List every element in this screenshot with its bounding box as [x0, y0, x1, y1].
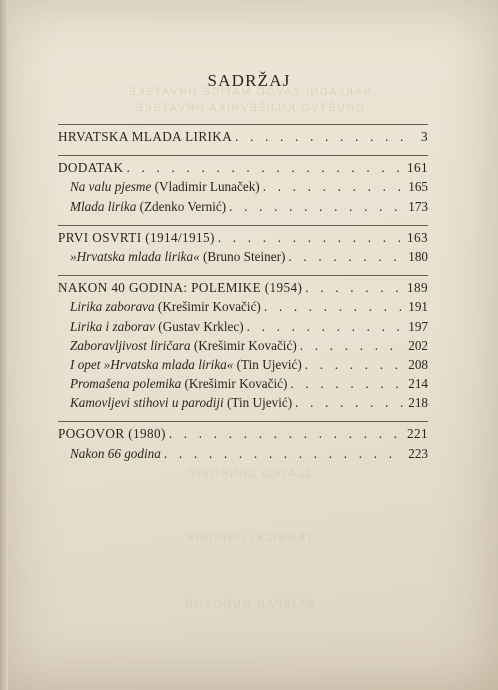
toc-main-entry	[58, 228, 428, 247]
work-title: Kamovljevi stihovi u parodiji	[70, 395, 224, 411]
work-title: »Hrvatska mlada lirika«	[70, 248, 200, 264]
page-number: 165	[408, 179, 428, 195]
page-number: 180	[408, 248, 428, 264]
show-through-text: NAKLADNI ZAVOD MATICE HRVATSKE	[126, 86, 372, 98]
work-title: I opet »Hrvatska mlada lirika«	[70, 356, 234, 372]
section-divider	[58, 124, 428, 125]
toc-section	[58, 421, 428, 462]
author-name: (Bruno Steiner)	[199, 248, 286, 264]
dot-leader	[305, 355, 403, 374]
entry-label	[70, 197, 226, 216]
dot-leader	[218, 228, 403, 247]
toc-main-entry	[58, 127, 428, 146]
toc-section	[58, 275, 428, 412]
dot-leader	[290, 374, 403, 393]
dot-leader	[247, 317, 403, 336]
entry-label	[70, 177, 260, 196]
toc-section	[58, 155, 428, 216]
work-title: Nakon 66 godina	[70, 445, 161, 461]
toc-sub-entry	[58, 197, 428, 216]
show-through-text: ZLATKO CRNKOVIĆ	[186, 468, 312, 480]
show-through-text: STJEPAN GUDOVOD	[183, 598, 315, 610]
author-name: (Krešimir Kovačić)	[181, 376, 288, 392]
toc-main-entry	[58, 278, 428, 297]
author-name: (Krešimir Kovačić)	[154, 299, 261, 315]
show-through-text: TEHNIČKI UREDNIK	[185, 532, 313, 544]
toc-sub-entry	[58, 355, 428, 374]
entry-label	[70, 393, 292, 412]
page-number: 173	[408, 198, 428, 214]
section-divider	[58, 155, 428, 156]
page-number: 218	[408, 395, 428, 411]
page-number: 191	[408, 299, 428, 315]
entry-title: POGOVOR (1980)	[58, 426, 166, 442]
dot-leader	[295, 393, 403, 412]
dot-leader	[300, 336, 403, 355]
dot-leader	[169, 424, 403, 443]
entry-label	[70, 336, 297, 355]
entry-label	[70, 374, 287, 393]
dot-leader	[126, 158, 403, 177]
toc-main-entry	[58, 424, 428, 443]
author-name: (Zdenko Vernić)	[136, 198, 227, 214]
author-name: (Vladimir Lunaček)	[151, 179, 260, 195]
page-number: 223	[408, 445, 428, 461]
page-number: 197	[408, 318, 428, 334]
author-name: (Tin Ujević)	[233, 356, 302, 372]
author-name: (Tin Ujević)	[223, 395, 293, 411]
page-number: 161	[407, 160, 428, 176]
work-title: Mlada lirika	[70, 198, 137, 214]
entry-title: HRVATSKA MLADA LIRIKA	[58, 129, 233, 144]
toc-sub-entry	[58, 336, 428, 355]
author-name: (Gustav Krklec)	[155, 318, 244, 334]
section-divider	[58, 225, 428, 226]
toc-main-entry	[58, 158, 428, 177]
dot-leader	[305, 278, 403, 297]
entry-title: DODATAK	[58, 160, 124, 176]
toc-sub-entry	[58, 297, 428, 316]
dot-leader	[229, 197, 403, 216]
entry-label	[70, 355, 302, 374]
work-title: Lirika i zaborav	[70, 318, 155, 334]
page-number: 208	[408, 356, 428, 372]
dot-leader	[288, 247, 403, 266]
toc-sub-entry	[58, 374, 428, 393]
section-divider	[58, 421, 428, 422]
dot-leader	[263, 177, 403, 196]
page-number: 163	[407, 229, 428, 245]
entry-title: NAKON 40 GODINA: POLEMIKE (1954)	[58, 280, 303, 296]
work-title: Zaboravljivost liričara	[70, 337, 191, 353]
toc-section	[58, 124, 428, 146]
section-divider	[58, 275, 428, 276]
page-number: 3	[421, 129, 428, 144]
page-number: 214	[408, 376, 428, 392]
table-of-contents	[58, 124, 428, 472]
toc-sub-entry	[58, 177, 428, 196]
entry-label	[70, 247, 285, 266]
toc-sub-entry	[58, 247, 428, 266]
page-title: SADRŽAJ	[207, 71, 291, 90]
page-number: 221	[407, 426, 428, 442]
entry-label	[70, 444, 161, 463]
dot-leader	[164, 444, 403, 463]
toc-section	[58, 225, 428, 266]
entry-title: PRVI OSVRTI (1914/1915)	[58, 229, 215, 245]
work-title: Na valu pjesme	[70, 179, 152, 195]
toc-sub-entry	[58, 444, 428, 463]
toc-sub-entry	[58, 317, 428, 336]
work-title: Promašena polemika	[70, 376, 182, 392]
page-number: 189	[407, 280, 428, 296]
dot-leader	[264, 297, 403, 316]
page-number: 202	[408, 337, 428, 353]
author-name: (Krešimir Kovačić)	[190, 337, 297, 353]
toc-sub-entry	[58, 393, 428, 412]
entry-label	[70, 297, 261, 316]
dot-leader	[235, 127, 403, 146]
work-title: Lirika zaborava	[70, 299, 155, 315]
entry-label	[70, 317, 244, 336]
show-through-text: DRUŠTVO KNJIŽEVNIKA HRVATSKE	[134, 102, 364, 114]
